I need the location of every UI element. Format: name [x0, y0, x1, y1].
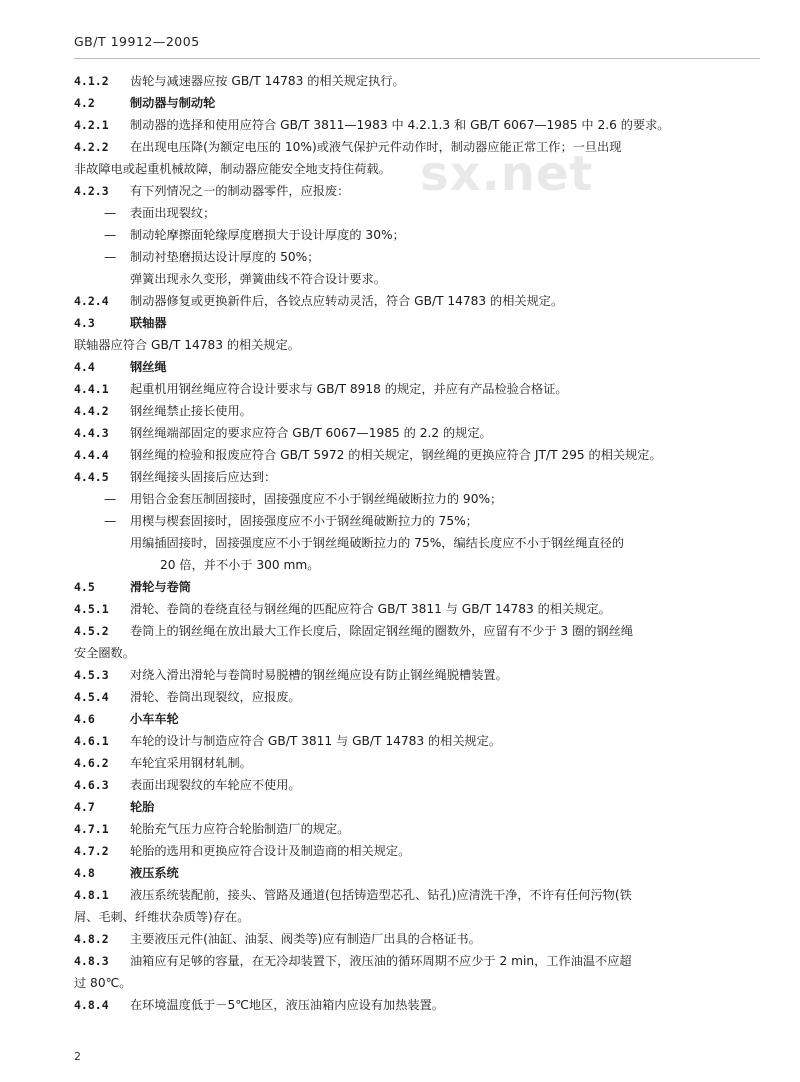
- clause-paragraph: [74, 290, 760, 312]
- clause-text: 轮胎充气压力应符合轮胎制造厂的规定。: [130, 822, 350, 836]
- clause-paragraph: [74, 950, 760, 994]
- clause-text: 滑轮与卷筒: [130, 580, 191, 594]
- clause-text: 液压系统: [130, 866, 179, 880]
- clause-text: 车轮宜采用钢材轧制。: [130, 756, 252, 770]
- section-heading: [74, 862, 760, 884]
- clause-text: 在环境温度低于－5℃地区，液压油箱内应设有加热装置。: [130, 998, 444, 1012]
- list-item-text: 用铝合金套压制固接时，固接强度应不小于钢丝绳破断拉力的 90%；: [130, 492, 503, 506]
- list-item-text: 用编插固接时，固接强度应不小于钢丝绳破断拉力的 75%，编结长度应不小于钢丝绳直径的: [130, 536, 625, 550]
- clause-paragraph: [74, 928, 760, 950]
- clause-number: 4.6.2: [74, 756, 109, 770]
- clause-text: 钢丝绳的检验和报废应符合 GB/T 5972 的相关规定，钢丝绳的更换应符合 JT/T 295 的相关规定。: [130, 448, 662, 462]
- list-item-text: 制动轮摩擦面轮缘厚度磨损大于设计厚度的 30%；: [130, 228, 405, 242]
- list-item: [74, 532, 760, 576]
- section-heading: [74, 796, 760, 818]
- page-header: GB/T 19912—2005: [74, 34, 200, 49]
- clause-number: 4.6: [74, 712, 95, 726]
- list-item: [74, 246, 760, 268]
- clause-text: 表面出现裂纹的车轮应不使用。: [130, 778, 301, 792]
- list-item-text: 弹簧出现永久变形，弹簧曲线不符合设计要求。: [130, 272, 386, 286]
- clause-number: 4.3: [74, 316, 95, 330]
- clause-number: 4.7: [74, 800, 95, 814]
- clause-number: 4.8: [74, 866, 95, 880]
- clause-text-continuation: 非故障电或起重机械故障，制动器应能安全地支持住荷载。: [74, 162, 391, 176]
- clause-text: 制动器与制动轮: [130, 96, 216, 110]
- list-item: [74, 510, 760, 532]
- dash-marker: —: [104, 206, 117, 220]
- clause-number: 4.6.3: [74, 778, 109, 792]
- clause-text: 滑轮、卷筒出现裂纹，应报废。: [130, 690, 301, 704]
- clause-paragraph: [74, 686, 760, 708]
- clause-number: 4.2: [74, 96, 95, 110]
- clause-paragraph: [74, 884, 760, 928]
- clause-number: 4.4.5: [74, 470, 109, 484]
- clause-number: 4.5.3: [74, 668, 109, 682]
- clause-text: 钢丝绳接头固接后应达到：: [130, 470, 277, 484]
- clause-paragraph: [74, 136, 760, 180]
- clause-number: 4.2.4: [74, 294, 109, 308]
- list-item-text: 用楔与楔套固接时，固接强度应不小于钢丝绳破断拉力的 75%；: [130, 514, 478, 528]
- clause-text: 钢丝绳: [130, 360, 167, 374]
- clause-paragraph: [74, 664, 760, 686]
- clause-text: 制动器修复或更换新件后，各铰点应转动灵活，符合 GB/T 14783 的相关规定。: [130, 294, 564, 308]
- clause-paragraph: [74, 818, 760, 840]
- clause-number: 4.6.1: [74, 734, 109, 748]
- clause-text: 联轴器: [130, 316, 167, 330]
- clause-number: 4.4: [74, 360, 95, 374]
- clause-number: 4.8.4: [74, 998, 109, 1012]
- clause-number: 4.5.1: [74, 602, 109, 616]
- list-item: [74, 268, 760, 290]
- clause-number: 4.5.4: [74, 690, 109, 704]
- clause-number: 4.4.2: [74, 404, 109, 418]
- section-heading: [74, 92, 760, 114]
- paragraph-text: 联轴器应符合 GB/T 14783 的相关规定。: [74, 338, 300, 352]
- clause-number: 4.4.1: [74, 382, 109, 396]
- list-item-text: 制动衬垫磨损达设计厚度的 50%；: [130, 250, 320, 264]
- clause-text: 主要液压元件(油缸、油泵、阀类等)应有制造厂出具的合格证书。: [130, 932, 481, 946]
- clause-text: 滑轮、卷筒的卷绕直径与钢丝绳的匹配应符合 GB/T 3811 与 GB/T 14783 的相关规定。: [130, 602, 611, 616]
- body-paragraph: [74, 334, 760, 356]
- list-item: [74, 224, 760, 246]
- list-item-continuation: 20 倍，并不小于 300 mm。: [160, 558, 320, 572]
- clause-text: 轮胎的选用和更换应符合设计及制造商的相关规定。: [130, 844, 411, 858]
- clause-paragraph: [74, 444, 760, 466]
- section-heading: [74, 312, 760, 334]
- clause-paragraph: [74, 422, 760, 444]
- watermark: sx.net: [420, 146, 594, 202]
- clause-paragraph: [74, 620, 760, 664]
- clause-number: 4.7.1: [74, 822, 109, 836]
- clause-text-continuation: 屑、毛刺、纤维状杂质等)存在。: [74, 910, 250, 924]
- dash-marker: —: [104, 250, 117, 264]
- clause-paragraph: [74, 70, 760, 92]
- clause-number: 4.8.3: [74, 954, 109, 968]
- clause-text: 齿轮与减速器应按 GB/T 14783 的相关规定执行。: [130, 74, 405, 88]
- clause-paragraph: [74, 180, 760, 202]
- document-body: [74, 70, 760, 1016]
- clause-paragraph: [74, 730, 760, 752]
- clause-text: 制动器的选择和使用应符合 GB/T 3811—1983 中 4.2.1.3 和 GB/T 6067—1985 中 2.6 的要求。: [130, 118, 670, 132]
- clause-text: 车轮的设计与制造应符合 GB/T 3811 与 GB/T 14783 的相关规定。: [130, 734, 502, 748]
- list-item-text: 表面出现裂纹；: [130, 206, 216, 220]
- clause-text: 钢丝绳端部固定的要求应符合 GB/T 6067—1985 的 2.2 的规定。: [130, 426, 492, 440]
- clause-number: 4.2.3: [74, 184, 109, 198]
- clause-paragraph: [74, 400, 760, 422]
- clause-paragraph: [74, 752, 760, 774]
- clause-paragraph: [74, 840, 760, 862]
- clause-text: 在出现电压降(为额定电压的 10%)或液气保护元件动作时，制动器应能正常工作；一旦出现: [130, 140, 622, 154]
- clause-text: 小车车轮: [130, 712, 179, 726]
- clause-number: 4.4.4: [74, 448, 109, 462]
- clause-text: 对绕入滑出滑轮与卷筒时易脱槽的钢丝绳应设有防止钢丝绳脱槽装置。: [130, 668, 508, 682]
- clause-paragraph: [74, 466, 760, 488]
- section-heading: [74, 356, 760, 378]
- clause-paragraph: [74, 378, 760, 400]
- list-item: [74, 202, 760, 224]
- clause-paragraph: [74, 114, 760, 136]
- clause-paragraph: [74, 994, 760, 1016]
- dash-marker: —: [104, 492, 117, 506]
- clause-text: 起重机用钢丝绳应符合设计要求与 GB/T 8918 的规定，并应有产品检验合格证。: [130, 382, 568, 396]
- clause-text: 钢丝绳禁止接长使用。: [130, 404, 252, 418]
- dash-marker: —: [104, 514, 117, 528]
- clause-number: 4.4.3: [74, 426, 109, 440]
- clause-text: 卷筒上的钢丝绳在放出最大工作长度后，除固定钢丝绳的圈数外，应留有不少于 3 圈的钢丝绳: [130, 624, 634, 638]
- clause-number: 4.5.2: [74, 624, 109, 638]
- section-heading: [74, 576, 760, 598]
- clause-text-continuation: 安全圈数。: [74, 646, 135, 660]
- clause-paragraph: [74, 774, 760, 796]
- clause-number: 4.8.1: [74, 888, 109, 902]
- clause-number: 4.2.2: [74, 140, 109, 154]
- dash-marker: —: [104, 228, 117, 242]
- clause-paragraph: [74, 598, 760, 620]
- header-rule: [74, 58, 760, 59]
- clause-text-continuation: 过 80℃。: [74, 976, 132, 990]
- clause-number: 4.8.2: [74, 932, 109, 946]
- clause-number: 4.5: [74, 580, 95, 594]
- clause-text: 有下列情况之一的制动器零件，应报废：: [130, 184, 350, 198]
- clause-number: 4.7.2: [74, 844, 109, 858]
- page-number: 2: [74, 1050, 81, 1063]
- clause-text: 液压系统装配前，接头、管路及通道(包括铸造型芯孔、钻孔)应清洗干净，不许有任何污物(铁: [130, 888, 632, 902]
- clause-number: 4.2.1: [74, 118, 109, 132]
- clause-text: 轮胎: [130, 800, 155, 814]
- clause-number: 4.1.2: [74, 74, 109, 88]
- list-item: [74, 488, 760, 510]
- section-heading: [74, 708, 760, 730]
- clause-text: 油箱应有足够的容量，在无冷却装置下，液压油的循环周期不应少于 2 min，工作油温不应超: [130, 954, 632, 968]
